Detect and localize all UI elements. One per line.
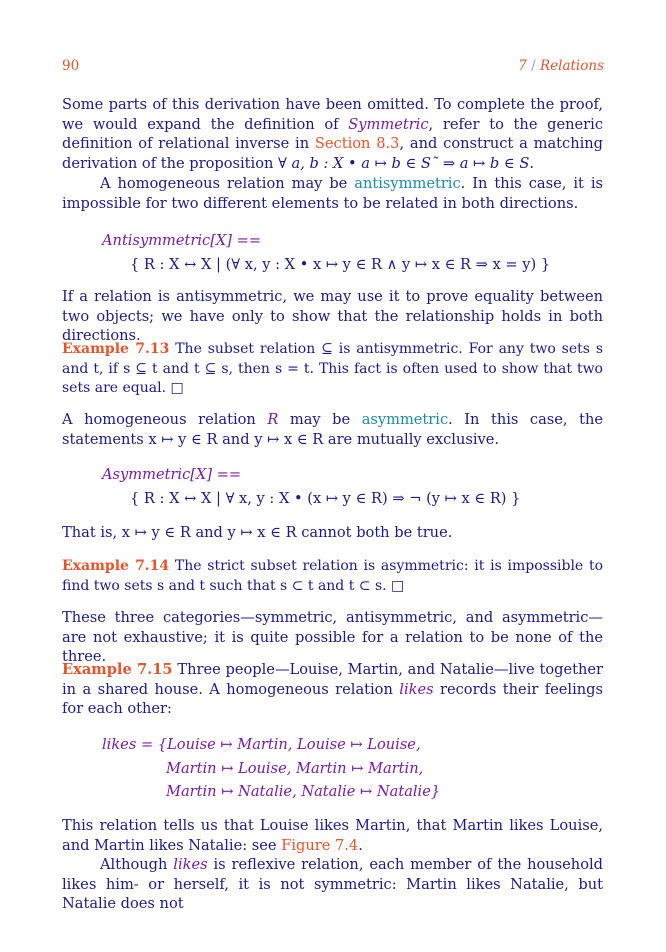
example-7-15 [62, 660, 603, 719]
example-label: Example 7.13 [62, 341, 170, 357]
example-text: Three people—Louise, Martin, and Natalie—live together in a shared house. A homogeneous relation [62, 661, 603, 698]
paragraph-asymmetric [62, 410, 603, 449]
antisymmetric-definition-head: Antisymmetric[X] == [102, 232, 262, 249]
example-text: The strict subset relation is asymmetric: it is impossible to find two sets s and t such that s ⊂ t and t ⊂ s. □ [62, 558, 603, 594]
example-text: The subset relation ⊆ is antisymmetric. For any two sets s and t, if s ⊆ t and t ⊆ s, then s = t. This fact is often used to show that two sets are equal. □ [62, 341, 604, 397]
text: . In this case, it is impossible for two different elements to be related in both directions. [62, 175, 603, 212]
header-separator: / [531, 58, 536, 74]
section-link[interactable]: Section 8.3 [314, 135, 400, 153]
example-text: records their feelings for each other: [62, 680, 603, 718]
asymmetric-keyword: asymmetric [361, 411, 449, 428]
example-label: Example 7.15 [62, 661, 173, 678]
text: This relation tells us that Louise likes Martin, that Martin likes Louise, and Martin likes Natalie: see [62, 817, 603, 854]
example-7-14 [62, 557, 603, 596]
likes-term: likes [173, 856, 208, 873]
text: , refer to the generic definition of relational inverse in [62, 115, 603, 153]
text: . In this case, the statements x ↦ y ∈ R and y ↦ x ∈ R are mutually exclusive. [62, 411, 603, 448]
paragraph-categories: These three categories—symmetric, antisymmetric, and asymmetric—are not exhaustive; it is quite possible for a relation to be none of the three. [62, 609, 603, 666]
chapter-title: Relations [539, 58, 604, 74]
asymmetric-definition-body: { R : X ↔ X | ∀ x, y : X • (x ↦ y ∈ R) ⇒ ¬ (y ↦ x ∈ R) } [130, 490, 521, 507]
text: may be [278, 411, 362, 428]
paragraph-antisymmetric [62, 174, 603, 213]
antisymmetric-definition-body: { R : X ↔ X | (∀ x, y : X • x ↦ y ∈ R ∧ y ↦ x ∈ R ⇒ x = y) } [130, 256, 551, 273]
text: is reflexive relation, each member of the household likes him- or herself, it is not symmetric: Martin likes Natalie, but Natalie does not [62, 856, 603, 913]
example-label: Example 7.14 [62, 558, 170, 574]
running-header [518, 58, 604, 74]
antisymmetric-keyword: antisymmetric [354, 175, 461, 192]
text: . [358, 836, 363, 854]
paragraph-although [62, 855, 603, 914]
proposition-formula: ∀ a, b : X • a ↦ b ∈ S˜ ⇒ a ↦ b ∈ S [278, 154, 530, 172]
text: Although [100, 856, 174, 873]
text: A homogeneous relation may be [100, 175, 355, 192]
page-number: 90 [62, 58, 80, 74]
paragraph-relation-tells [62, 816, 603, 855]
symmetric-term: Symmetric [348, 115, 429, 133]
chapter-number: 7 [518, 58, 527, 74]
figure-link[interactable]: Figure 7.4 [281, 836, 359, 854]
likes-definition-line-2: Martin ↦ Louise, Martin ↦ Martin, [166, 760, 424, 777]
paragraph-derivation [62, 95, 603, 173]
asymmetric-definition-head: Asymmetric[X] == [102, 466, 242, 483]
text: Some parts of this derivation have been omitted. To complete the proof, we would expand the definition of [62, 96, 603, 133]
relation-symbol: R [267, 411, 279, 428]
text: , and construct a matching derivation of the proposition [62, 135, 603, 172]
paragraph-that-is: That is, x ↦ y ∈ R and y ↦ x ∈ R cannot both be true. [62, 524, 453, 541]
example-7-13 [62, 340, 603, 399]
text: A homogeneous relation [62, 411, 268, 428]
paragraph-equality: If a relation is antisymmetric, we may use it to prove equality between two objects; we have only to show that the relationship holds in both directions. [62, 288, 603, 345]
likes-definition-line-3: Martin ↦ Natalie, Natalie ↦ Natalie} [166, 783, 441, 800]
text: . [529, 154, 534, 172]
likes-definition-line-1: likes = {Louise ↦ Martin, Louise ↦ Louise, [102, 736, 421, 753]
likes-term: likes [399, 680, 434, 698]
